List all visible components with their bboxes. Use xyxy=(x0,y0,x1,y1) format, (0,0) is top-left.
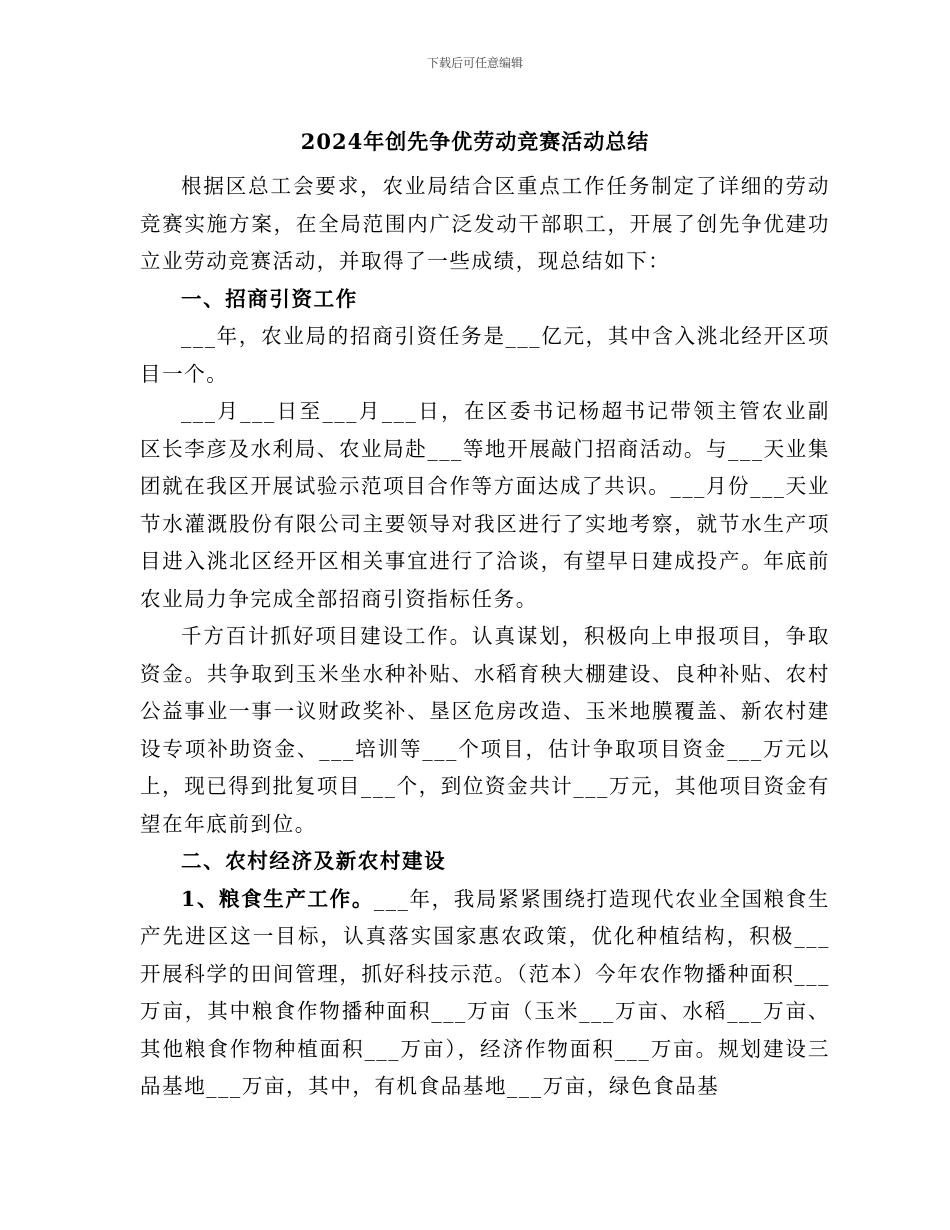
paragraph-investment-task: ___年，农业局的招商引资任务是___亿元，其中含入洮北经开区项目一个。 xyxy=(140,324,830,386)
paragraph-grain-production xyxy=(140,881,830,1106)
paragraph-project-construction: 千方百计抓好项目建设工作。认真谋划，积极向上申报项目，争取资金。共争取到玉米坐水种补贴、水稻育秧大棚建设、良种补贴、农村公益事业一事一议财政奖补、垦区危房改造、玉米地膜覆盖、新农村建设专项补助资金、___培训等___个项目，估计争取项目资金___万元以上，现已得到批复项目___个，到位资金共计___万元，其他项目资金有望在年底前到位。 xyxy=(140,624,830,836)
section-heading-investment: 一、招商引资工作 xyxy=(181,286,358,311)
grain-production-lead: 1、粮食生产工作。 xyxy=(181,886,374,911)
document-title: 2024年创先争优劳动竞赛活动总结 xyxy=(300,129,650,154)
document-body xyxy=(140,168,830,1106)
paragraph-investment-activities: ___月___日至___月___日，在区委书记杨超书记带领主管农业副区长李彦及水利局、农业局赴___等地开展敲门招商活动。与___天业集团就在我区开展试验示范项目合作等方面达成了共识。___月份___天业节水灌溉股份有限公司主要领导对我区进行了实地考察，就节水生产项目进入洮北区经开区相关事宜进行了洽谈，有望早日建成投产。年底前农业局力争完成全部招商引资指标任务。 xyxy=(140,399,830,611)
page-header: 下载后可任意编辑 xyxy=(426,56,523,70)
paragraph-intro: 根据区总工会要求，农业局结合区重点工作任务制定了详细的劳动竞赛实施方案，在全局范围内广泛发动干部职工，开展了创先争优建功立业劳动竞赛活动，并取得了一些成绩，现总结如下： xyxy=(140,174,830,273)
grain-production-text: ___年，我局紧紧围绕打造现代农业全国粮食生产先进区这一目标，认真落实国家惠农政策，优化种植结构，积极___开展科学的田间管理，抓好科技示范。（范本）今年农作物播种面积___万亩，其中粮食作物播种面积___万亩（玉米___万亩、水稻___万亩、其他粮食作物种植面积___万亩），经济作物面积___万亩。规划建设三品基地___万亩，其中，有机食品基地___万亩，绿色食品基 xyxy=(140,886,830,1098)
section-heading-rural-economy: 二、农村经济及新农村建设 xyxy=(181,849,447,873)
